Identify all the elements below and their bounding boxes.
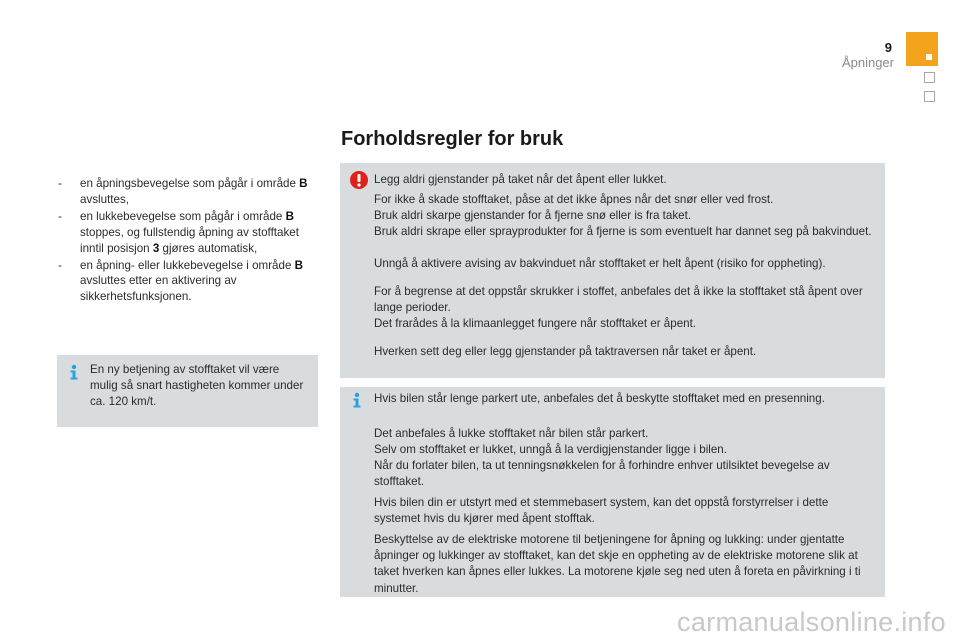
left-list [58, 176, 320, 306]
warning-text: Bruk aldri skarpe gjenstander for å fjerne snø eller is fra taket. [374, 209, 692, 222]
page-title: Forholdsregler for bruk [341, 128, 564, 150]
warning-text: For å begrense at det oppstår skrukker i stoffet, anbefales det å ikke la stofftaket stå åpent over lange perioder. [374, 285, 863, 315]
page-number: 9 [884, 40, 892, 55]
list-bold: B [299, 177, 308, 190]
warning-text: Det frarådes å la klimaanlegget fungere når stofftaket er åpent. [374, 317, 697, 330]
info-text: Når du forlater bilen, ta ut tenningsnøkkelen for å forhindre enhver utilsiktet bevegelse av stofftaket. [374, 459, 830, 489]
watermark: carmanualsonline.info [677, 607, 946, 637]
info-text: Beskyttelse av de elektriske motorene til betjeningene for åpning og lukking: under gjentatte åpninger og lukkinger av stofftaket, kan det skje en oppheting av de elektriske motorene slik at taket hverken kan åpnes eller lukkes. La motorene kjøle seg ned uten å foreta en påvirkning i ti minutter. [374, 533, 861, 595]
list-dash: - [58, 209, 62, 223]
list-bold: 3 [152, 241, 160, 255]
section-tab-active [906, 32, 938, 66]
info-icon [65, 363, 83, 381]
info-text: Det anbefales å lukke stofftaket når bilen står parkert. [374, 427, 649, 440]
warning-box [340, 163, 885, 378]
warning-text: Legg aldri gjenstander på taket når det åpent eller lukket. [374, 173, 667, 186]
list-text: avsluttes, [80, 192, 129, 206]
list-item [58, 209, 320, 257]
list-text: avsluttes etter en aktivering av sikkerhetsfunksjonen. [80, 274, 237, 304]
warning-text: Bruk aldri skrape eller sprayprodukter for å fjerne is som eventuelt har dannet seg på bakvinduet. [374, 225, 872, 238]
section-tab-empty-1 [924, 72, 935, 83]
list-item [58, 176, 320, 208]
info-text: Hvis bilen din er utstyrt med et stemmebasert system, kan det oppstå forstyrrelser i dette systemet hvis du kjører med åpent stofftak. [374, 496, 829, 526]
tab-marker [926, 54, 932, 60]
info-icon [348, 391, 366, 409]
list-bold: B [285, 209, 294, 223]
list-text: en lukkebevegelse som pågår i område [80, 209, 286, 223]
warning-text: For ikke å skade stofftaket, påse at det ikke åpnes når det snør eller ved frost. [374, 193, 774, 206]
info-text: Selv om stofftaket er lukket, unngå å la verdigjenstander ligge i bilen. [374, 443, 727, 456]
list-bold: B [294, 258, 303, 272]
info-box [340, 387, 885, 597]
list-item [58, 258, 320, 306]
section-tab-empty-2 [924, 91, 935, 102]
list-text: gjøres automatisk, [159, 241, 258, 255]
warning-text: Unngå å aktivere avising av bakvinduet når stofftaket er helt åpent (risiko for oppheting). [374, 257, 826, 270]
list-dash: - [58, 258, 62, 272]
section-name: Åpninger [841, 55, 894, 70]
left-info-text: En ny betjening av stofftaket vil være mulig så snart hastigheten kommer under ca. 120 km/t. [90, 363, 304, 408]
list-dash: - [58, 177, 62, 190]
warning-text: Hverken sett deg eller legg gjenstander på taktraversen når taket er åpent. [374, 345, 757, 358]
warning-icon [349, 170, 369, 190]
list-text: stoppes, og fullstendig åpning av stofftaket inntil posisjon [80, 225, 299, 255]
list-text: en åpning- eller lukkebevegelse i område [80, 258, 295, 272]
left-info-box [57, 355, 318, 427]
list-text: en åpningsbevegelse som pågår i område [80, 177, 300, 190]
info-text: Hvis bilen står lenge parkert ute, anbefales det å beskytte stofftaket med en presenning. [374, 392, 825, 405]
